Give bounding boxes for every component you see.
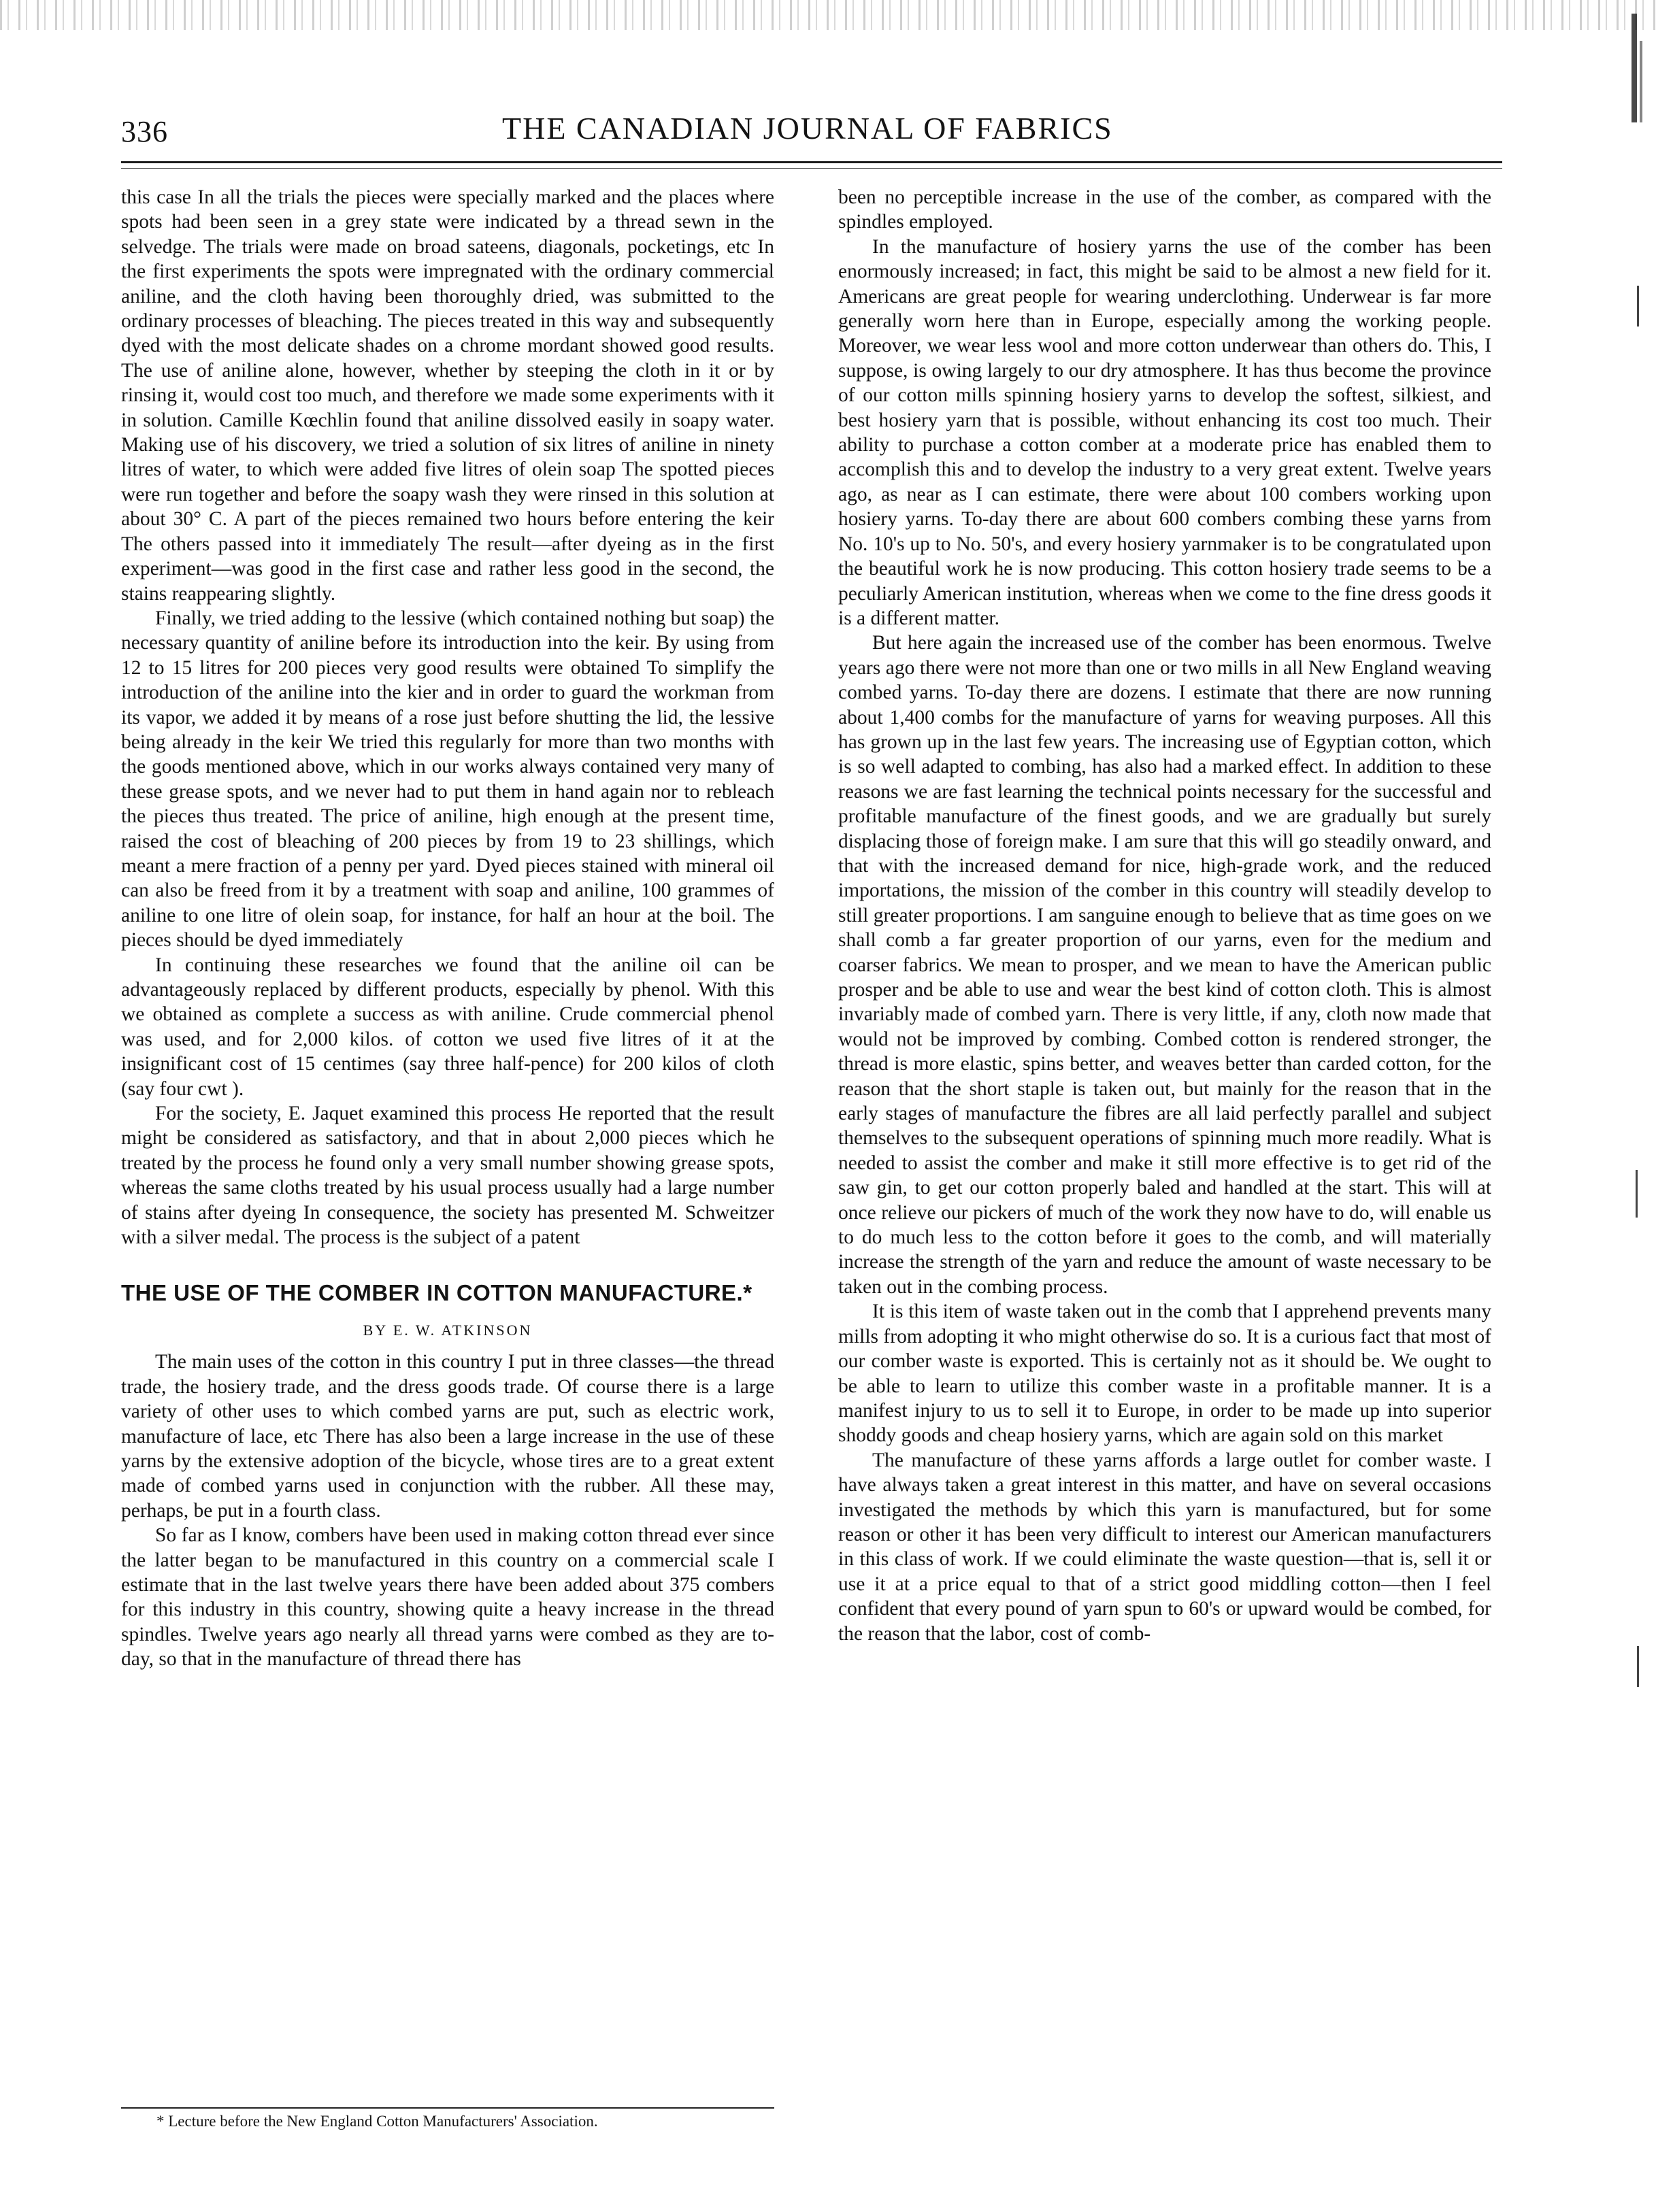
- paragraph: The manufacture of these yarns affords a large outlet for comber waste. I have always taken a great interest in this matter, and have on several occasions investigated the methods by which this yarn is manufactured, but for some reason or other it has been very difficult to interest our American manufacturers in this class of work. If we could eliminate the waste question—that is, sell it or use it at a price equal to that of a strict good middling cotton—then I feel confident that every pound of yarn spun to 60's or upward would be combed, for the reason that the labor, cost of comb-: [838, 1449, 1491, 1645]
- byline: BY E. W. ATKINSON: [363, 1321, 533, 1339]
- right-column: [838, 185, 1491, 1646]
- footnote: * Lecture before the New England Cotton Manufacturers' Association.: [156, 2113, 598, 2130]
- paragraph: But here again the increased use of the comber has been enormous. Twelve years ago there were not more than one or two mills in all New England weaving combed yarns. To-day there are dozens. I estimate that there are now running about 1,400 combs for the manufacture of yarns for weaving purposes. All this has grown up in the last few years. The increasing use of Egyptian cotton, which is so well adapted to combing, has also had a marked effect. In addition to these reasons we are fast learning the technical points necessary for the successful and profitable manufacture of the finest goods, and we are gradually but surely displacing those of foreign make. I am sure that this will go steadily onward, and that with the increased demand for nice, high-grade work, and the reduced importations, the mission of the comber in this country will steadily develop to still greater proportions. I am sanguine enough to believe that as time goes on we shall comb a far greater proportion of our yarns, even for the medium and coarser fabrics. We mean to prosper, and we mean to have the American public prosper and be able to use and wear the best kind of cotton cloth. This is almost invariably made of combed yarn. There is very little, if any, cloth now made that would not be improved by combing. Combed cotton is rendered stronger, the thread is more elastic, spins better, and weaves better than carded cotton, for the reason that the short staple is taken out, but mainly for the reason that in the early stages of manufacture the fibres are all laid perfectly parallel and subject themselves to the subsequent operations of spinning much more readily. What is needed to assist the comber and make it still more effective is to get rid of the saw gin, to get our cotton properly baled and handled at the start. This will at once relieve our pickers of much of the work they now have to do, will enable us to do much less to the cotton before it goes to the comb, and will materially increase the strength of the yarn and reduce the amount of waste necessary to be taken out in the combing process.: [838, 632, 1491, 1298]
- paragraph: The main uses of the cotton in this country I put in three classes—the thread trade, the hosiery trade, and the dress goods trade. Of course there is a large variety of other uses to which combed yarns are put, such as electric work, manufacture of lace, etc There has also been a large increase in the use of these yarns by the extensive adoption of the bicycle, whose tires are to a great extent made of combed yarns used in conjunction with the rubber. All these may, perhaps, be put in a fourth class.: [121, 1351, 774, 1522]
- paragraph: In continuing these researches we found that the aniline oil can be advantageously replaced by different products, especially by phenol. With this we obtained as complete a success as with aniline. Crude commercial phenol was used, and for 2,000 kilos. of cotton we used five litres of it at the insignificant cost of 15 centimes (say three half-pence) for 200 kilos of cloth (say four cwt ).: [121, 954, 774, 1100]
- paragraph: For the society, E. Jaquet examined this process He reported that the result might be considered as satisfactory, and that in about 2,000 pieces which he treated by the process he found only a very small number showing grease spots, whereas the same cloths treated by his usual process usually had a large number of stains after dyeing In consequence, the society has presented M. Schweitzer with a silver medal. The process is the subject of a patent: [121, 1103, 774, 1249]
- scan-edge-mark: [1632, 14, 1637, 122]
- scan-noise-top: [0, 0, 1656, 30]
- paragraph: this case In all the trials the pieces were specially marked and the places where spots had been seen in a grey state were indicated by a thread sewn in the selvedge. The trials were made on broad sateens, diagonals, pocketings, etc In the first experiments the spots were impregnated with the ordinary commercial aniline, and the cloth having been thoroughly dried, was submitted to the ordinary processes of bleaching. The pieces treated in this way and subsequently dyed with the most delicate shades on a chrome mordant showed good results. The use of aniline alone, however, whether by steeping the cloth in it or by rinsing it, would cost too much, and therefore we made some experiments with it in solution. Camille Kœchlin found that aniline dissolved easily in soapy water. Making use of his discovery, we tried a solution of six litres of aniline in ninety litres of water, to which were added five litres of olein soap The spotted pieces were run together and before the soapy wash they were rinsed in this solution at about 30° C. A part of the pieces remained two hours before entering the keir The others passed into it immediately The result—after dyeing as in the first experiment—was good in the first case and rather less good in the second, the stains reappearing slightly.: [121, 186, 774, 605]
- page-number: 336: [121, 115, 168, 148]
- footnote-rule: [121, 2107, 774, 2109]
- paragraph: It is this item of waste taken out in the comb that I apprehend prevents many mills from adopting it who might otherwise do so. It is a curious fact that most of our comber waste is exported. This is certainly not as it should be. We ought to be able to learn to utilize this comber waste in a profitable manner. It is a manifest injury to us to sell it to Europe, in order to be made up into superior shoddy goods and cheap hosiery yarns, which are again sold on this market: [838, 1301, 1491, 1447]
- paragraph: So far as I know, combers have been used in making cotton thread ever since the latter began to be manufactured in this country on a commercial scale I estimate that in the last twelve years there have been added about 375 combers for this industry in this country, showing quite a heavy increase in the thread spindles. Twelve years ago nearly all thread yarns were combed as they are to-day, so that in the manufacture of thread there has: [121, 1524, 774, 1671]
- article-title: THE USE OF THE COMBER IN COTTON MANUFACTURE.*: [121, 1280, 752, 1306]
- scan-edge-mark: [1640, 41, 1642, 122]
- header-rule: [121, 161, 1502, 163]
- header-rule-thin: [121, 168, 1502, 169]
- margin-mark: [1637, 1646, 1639, 1687]
- paragraph: been no perceptible increase in the use of the comber, as compared with the spindles employed.: [838, 186, 1491, 233]
- margin-mark: [1636, 1170, 1638, 1218]
- left-column: [121, 185, 774, 1672]
- journal-title: THE CANADIAN JOURNAL OF FABRICS: [502, 111, 1113, 146]
- margin-mark: [1637, 286, 1639, 326]
- paragraph: Finally, we tried adding to the lessive (which contained nothing but soap) the necessary quantity of aniline before its introduction into the keir. By using from 12 to 15 litres for 200 pieces very good results were obtained To simplify the introduction of the aniline into the kier and in order to guard the workman from its vapor, we added it by means of a rose just before shutting the lid, the lessive being already in the keir We tried this regularly for more than two months with the goods mentioned above, which in our works always contained very many of these grease spots, and we never had to put them in hand again nor to rebleach the pieces thus treated. The price of aniline, high enough at the present time, raised the cost of bleaching of 200 pieces by from 19 to 23 shillings, which meant a mere fraction of a penny per yard. Dyed pieces stained with mineral oil can also be freed from it by a treatment with soap and aniline, 100 grammes of aniline to one litre of olein soap, for instance, for half an hour at the boil. The pieces should be dyed immediately: [121, 607, 774, 952]
- paragraph: In the manufacture of hosiery yarns the use of the comber has been enormously increased; in fact, this might be said to be almost a new field for it. Americans are great people for wearing underclothing. Underwear is far more generally worn here than in Europe, especially among the working people. Moreover, we wear less wool and more cotton underwear than others do. This, I suppose, is owing largely to our dry atmosphere. It has thus become the province of our cotton mills spinning hosiery yarns to develop the softest, silkiest, and best hosiery yarn that is possible, without enhancing its cost too much. Their ability to purchase a cotton comber at a moderate price has enabled them to accomplish this and to develop the industry to a very great extent. Twelve years ago, as near as I can estimate, there were about 100 combers working upon hosiery yarns. To-day there are about 600 combers combing these yarns from No. 10's up to No. 50's, and every hosiery yarnmaker is to be congratulated upon the beautiful work he is now producing. This cotton hosiery trade seems to be a peculiarly American institution, whereas when we come to the fine dress goods it is a different matter.: [838, 235, 1491, 629]
- page-header: [121, 109, 1502, 156]
